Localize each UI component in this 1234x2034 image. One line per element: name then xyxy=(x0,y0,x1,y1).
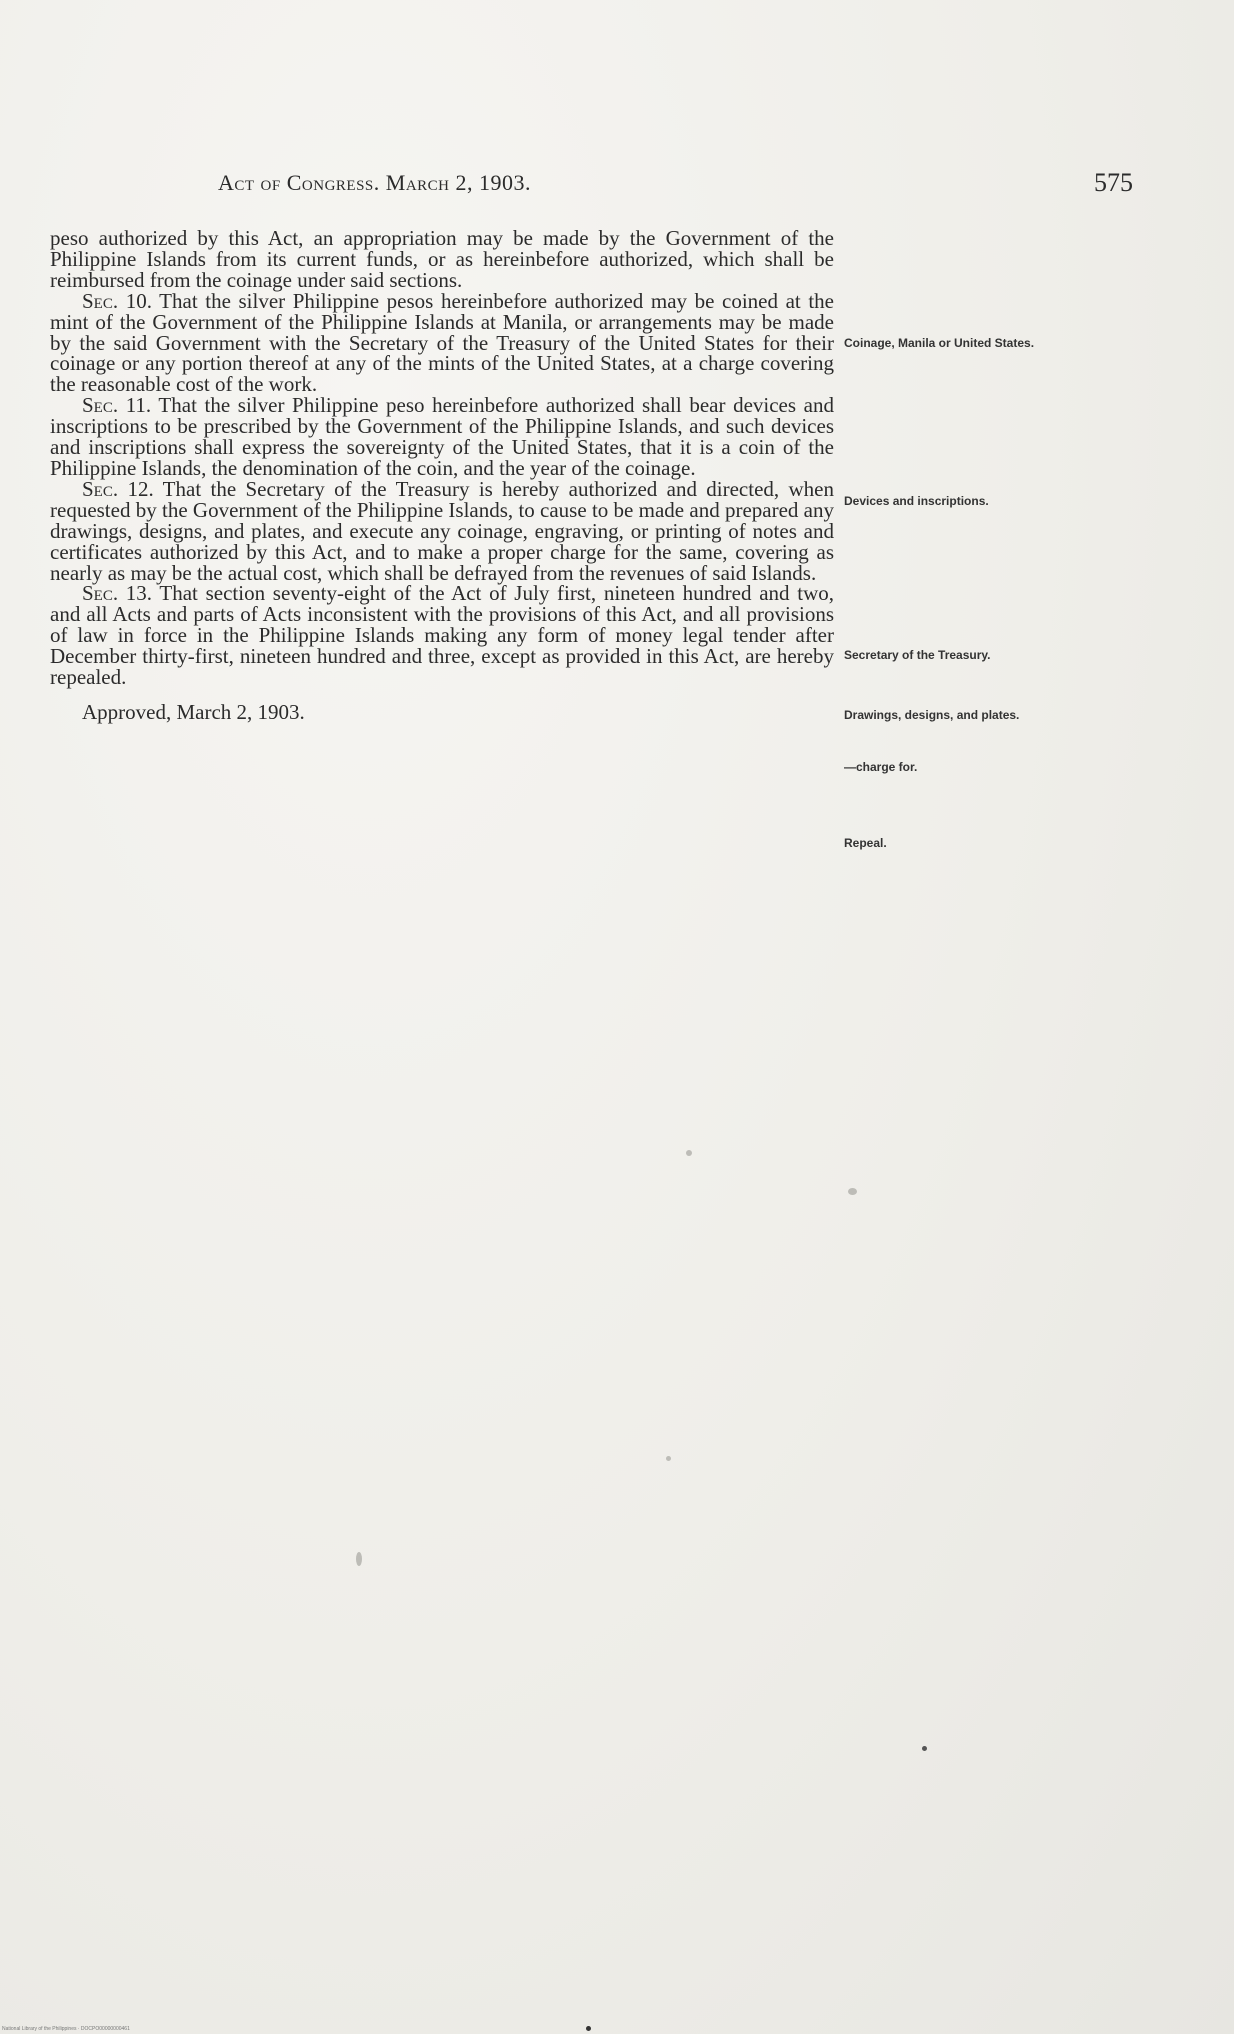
margin-note-coinage: Coinage, Manila or United States. xyxy=(844,336,1035,350)
footer-imprint: National Library of the Philippines · DOCPO00000000461 xyxy=(2,2026,130,2032)
paragraph-text: peso authorized by this Act, an appropriation may be made by the Government of the Philippine Islands from its current funds, or as hereinbefore authorized, which shall be reimbursed from the coinage under said sections. xyxy=(50,226,834,292)
paragraph-text: That section seventy-eight of the Act of July first, nineteen hundred and two, and all Acts and parts of Acts inconsistent with the provisions of this Act, and all provisions of law in force in the Philippine Islands making any form of money legal tender after December thirty-first, nineteen hundred and three, except as provided in this Act, are hereby repealed. xyxy=(50,581,834,690)
margin-note-devices: Devices and inscriptions. xyxy=(844,494,989,508)
margin-note-repeal: Repeal. xyxy=(844,836,887,850)
paragraph-text: That the silver Philippine peso hereinbefore authorized shall bear devices and inscriptions to be prescribed by the Government of the Philippine Islands, and such devices and inscriptions shall express the sovereignty of the United States, that it is a coin of the Philippine Islands, the denomination of the coin, and the year of the coinage. xyxy=(50,393,834,480)
section-number: Sec. 12. xyxy=(82,476,154,501)
paper-speck xyxy=(922,1746,927,1751)
section-11 xyxy=(50,395,834,479)
margin-note-secretary: Secretary of the Treasury. xyxy=(844,648,991,662)
section-number: Sec. 13. xyxy=(82,581,153,606)
page-number: 575 xyxy=(1094,168,1133,197)
paragraph-text: That the Secretary of the Treasury is hereby authorized and directed, when requested by the Government of the Philippine Islands, to cause to be made and prepared any drawings, designs, and plates, and execute any coinage, engraving, or printing of notes and certificates authorized by this Act, and to make a proper charge for the same, covering as nearly as may be the actual cost, which shall be defrayed from the revenues of said Islands. xyxy=(50,476,834,585)
paper-speck xyxy=(848,1188,857,1195)
paper-speck xyxy=(686,1150,692,1156)
section-12 xyxy=(50,476,834,585)
running-title: Act of Congress. March 2, 1903. xyxy=(218,170,531,195)
margin-note-drawings: Drawings, designs, and plates. xyxy=(844,708,1020,722)
paper-speck xyxy=(666,1456,671,1461)
approved-line: Approved, March 2, 1903. xyxy=(82,699,305,724)
paper-speck xyxy=(586,2026,591,2031)
paragraph-text: That the silver Philippine pesos hereinbefore authorized may be coined at the mint of the Government of the Philippine Islands at Manila, or arrangements may be made by the said Government with the Secretary of the Treasury of the United States for their coinage or any portion thereof at any of the mints of the United States, at a charge covering the reasonable cost of the work. xyxy=(50,288,834,397)
section-number: Sec. 11. xyxy=(82,393,152,418)
margin-note-charge: —charge for. xyxy=(844,760,918,774)
body-text xyxy=(50,228,834,723)
section-13 xyxy=(50,583,834,688)
section-number: Sec. 10. xyxy=(82,288,152,313)
paper-speck xyxy=(356,1552,362,1566)
section-10 xyxy=(50,288,834,397)
paragraph-continuation xyxy=(50,228,834,291)
